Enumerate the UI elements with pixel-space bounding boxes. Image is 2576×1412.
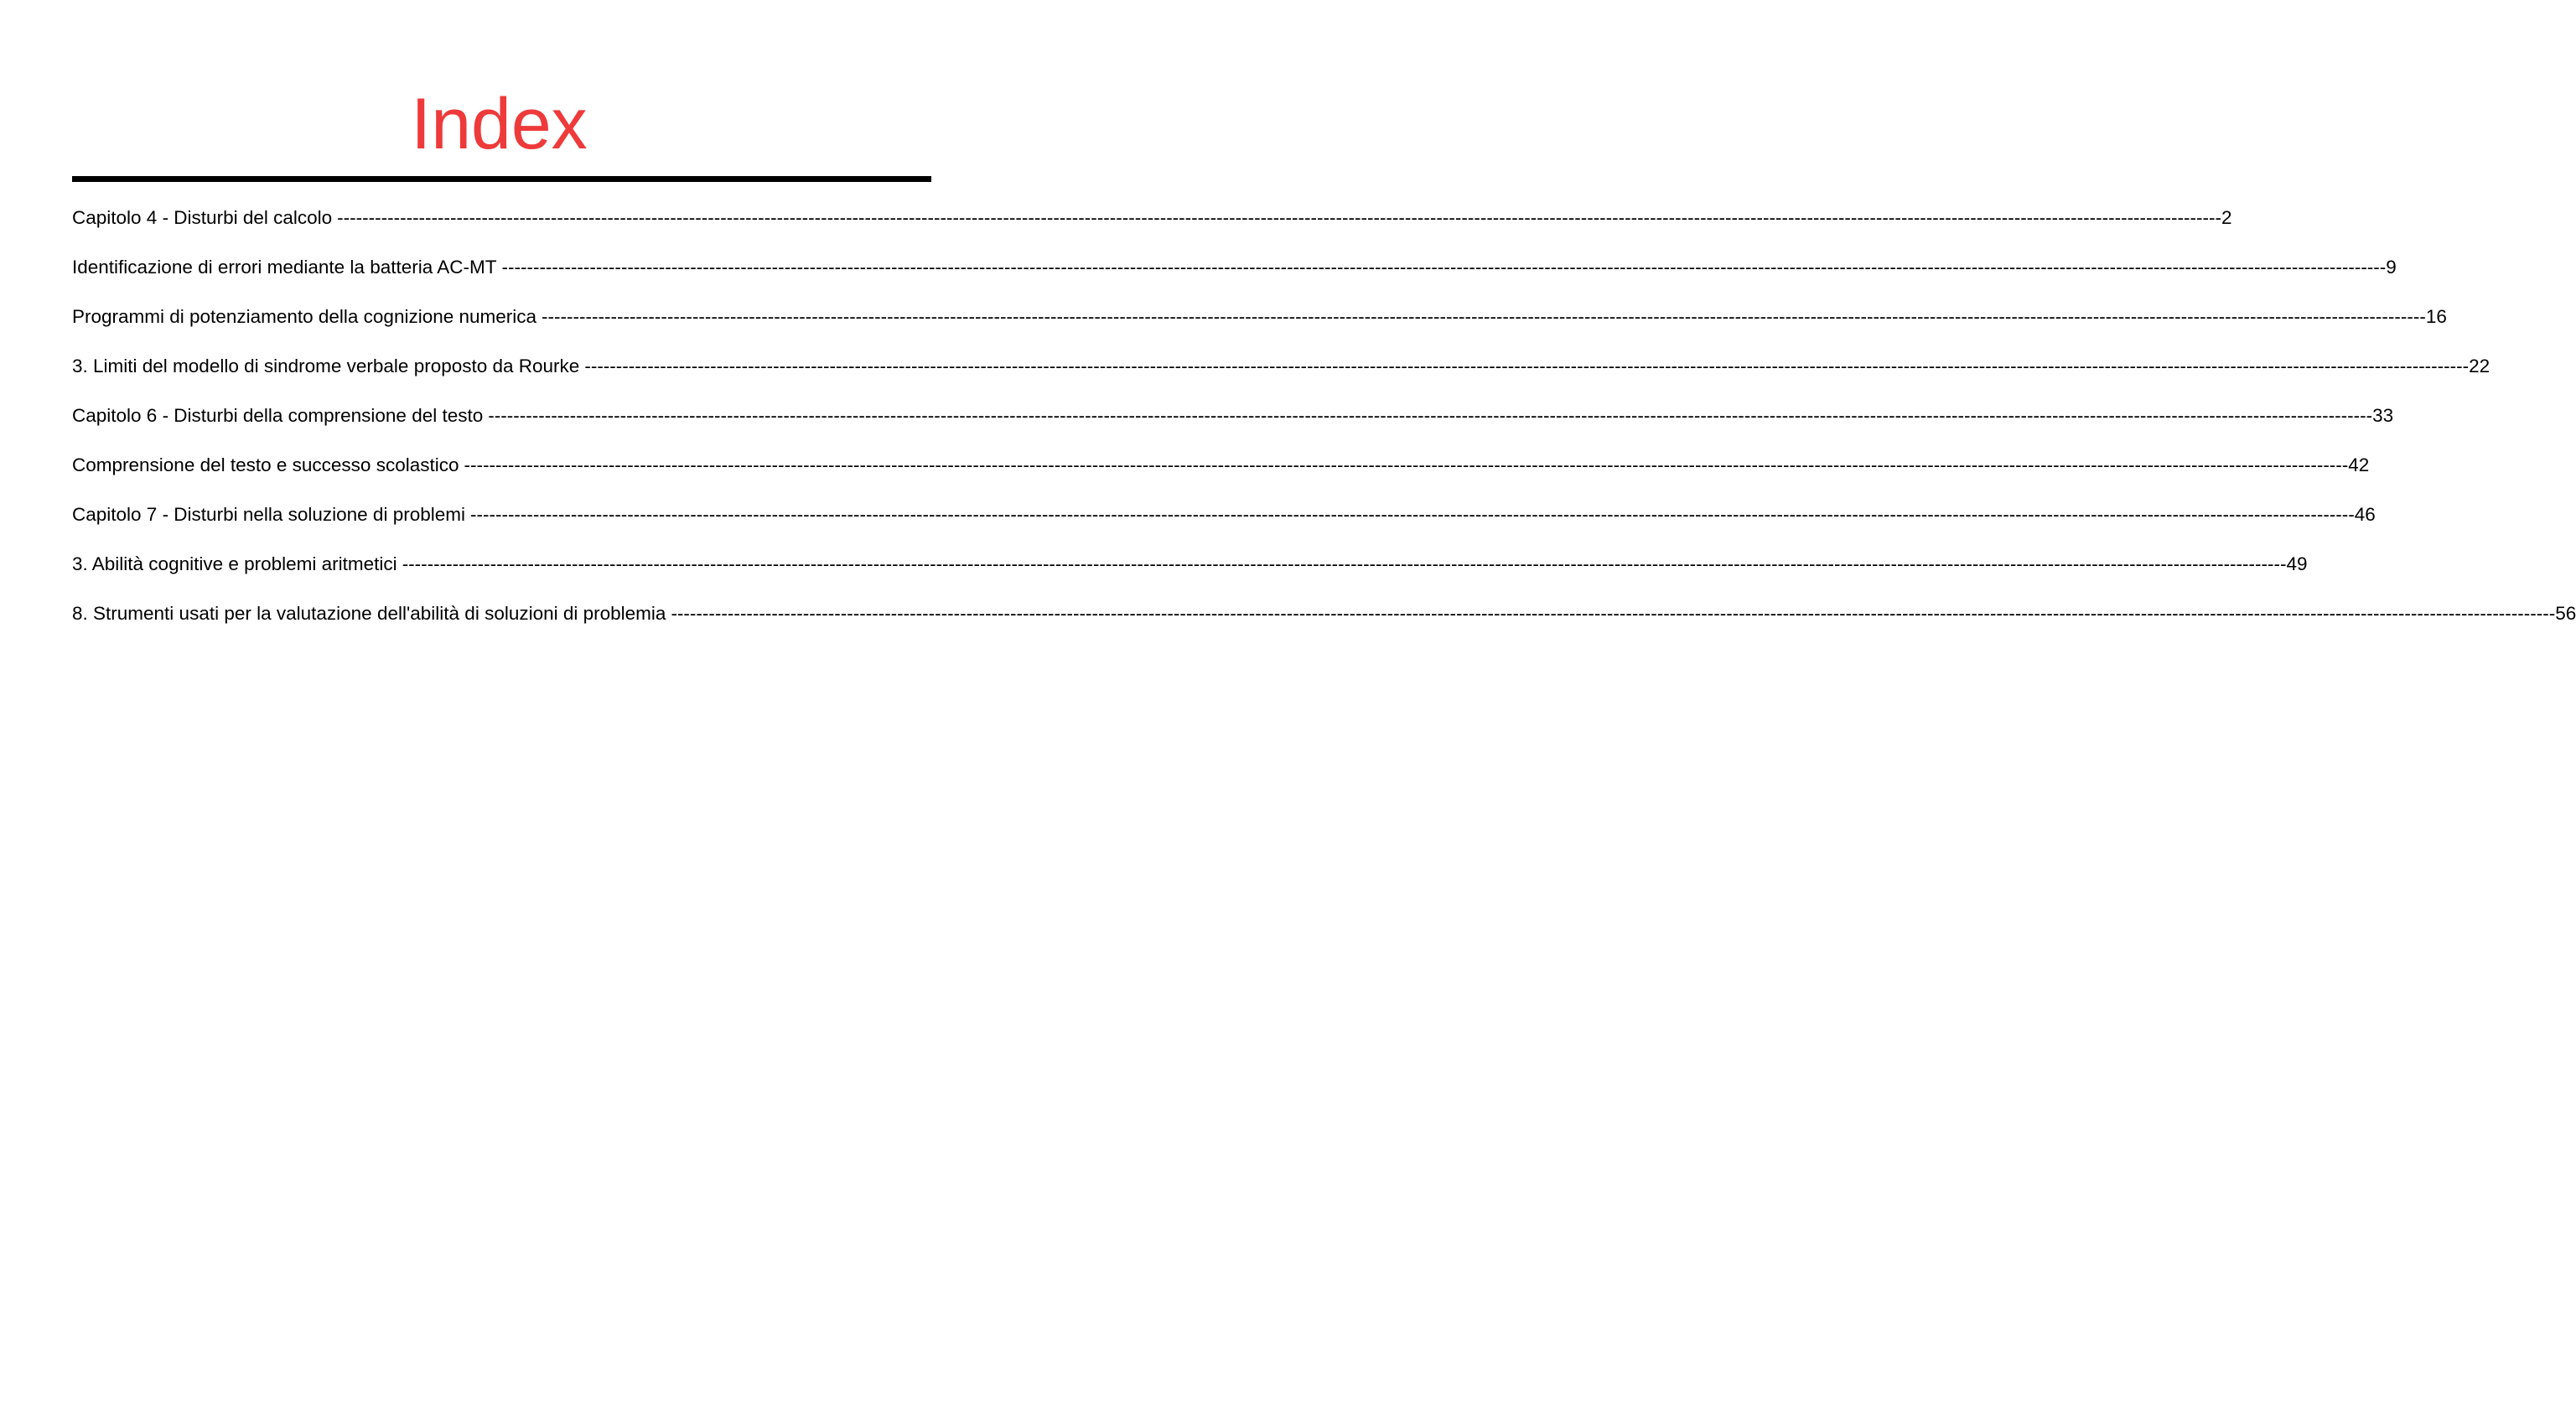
toc-entry-title: Identificazione di errori mediante la batteria AC-MT	[72, 257, 497, 278]
toc-page-number: 42	[2348, 454, 2370, 475]
toc-entry-title: 3. Limiti del modello di sindrome verbale proposto da Rourke	[72, 356, 580, 376]
toc-entry-title: Capitolo 4 - Disturbi del calcolo	[72, 207, 333, 228]
toc-page-number: 22	[2469, 356, 2490, 376]
toc-page-number: 49	[2286, 553, 2308, 574]
toc-entry-title: 8. Strumenti usati per la valutazione dell'abilità di soluzioni di problemia	[72, 603, 666, 624]
page-title: Index	[411, 84, 588, 164]
toc-entry[interactable]	[72, 548, 2308, 597]
toc-dot-leader: ------------------------------------------------------------------------------------------------------------------------------------------------------------------------------------------------------------------------------------------------------------------------------------------------------------	[464, 454, 2349, 475]
toc-dot-leader: ------------------------------------------------------------------------------------------------------------------------------------------------------------------------------------------------------------------------------------------------------------------------------------------------------------	[501, 257, 2387, 278]
toc-entry-title: Programmi di potenziamento della cognizione numerica	[72, 306, 537, 327]
toc-page-number: 9	[2386, 257, 2397, 278]
toc-entry[interactable]	[72, 498, 2376, 548]
toc-entry[interactable]	[72, 251, 2397, 300]
toc-dot-leader: ------------------------------------------------------------------------------------------------------------------------------------------------------------------------------------------------------------------------------------------------------------------------------------------------------------	[337, 207, 2221, 228]
toc-dot-leader: ------------------------------------------------------------------------------------------------------------------------------------------------------------------------------------------------------------------------------------------------------------------------------------------------------------	[671, 603, 2556, 624]
toc-dot-leader: ------------------------------------------------------------------------------------------------------------------------------------------------------------------------------------------------------------------------------------------------------------------------------------------------------------	[488, 405, 2373, 426]
toc-dot-leader: ------------------------------------------------------------------------------------------------------------------------------------------------------------------------------------------------------------------------------------------------------------------------------------------------------------	[402, 553, 2287, 574]
toc-dot-leader: ------------------------------------------------------------------------------------------------------------------------------------------------------------------------------------------------------------------------------------------------------------------------------------------------------------	[584, 356, 2470, 376]
toc-page-number: 33	[2372, 405, 2394, 426]
toc-entry-title: 3. Abilità cognitive e problemi aritmetici	[72, 553, 397, 574]
toc-entry-title: Capitolo 7 - Disturbi nella soluzione di problemi	[72, 504, 465, 525]
toc-entry[interactable]	[72, 597, 2576, 646]
toc-page-number: 16	[2425, 306, 2447, 327]
toc-entry-title: Capitolo 6 - Disturbi della comprensione del testo	[72, 405, 484, 426]
toc-entry[interactable]	[72, 399, 2394, 449]
toc-page-number: 2	[2221, 207, 2232, 228]
toc-dot-leader: ------------------------------------------------------------------------------------------------------------------------------------------------------------------------------------------------------------------------------------------------------------------------------------------------------------	[469, 504, 2355, 525]
toc-entry[interactable]	[72, 300, 2447, 350]
toc-entry[interactable]	[72, 350, 2490, 399]
toc-page-number: 46	[2354, 504, 2376, 525]
toc-entry[interactable]	[72, 449, 2370, 498]
toc-entry-title: Comprensione del testo e successo scolastico	[72, 454, 459, 475]
title-divider	[72, 176, 931, 182]
toc-dot-leader: ------------------------------------------------------------------------------------------------------------------------------------------------------------------------------------------------------------------------------------------------------------------------------------------------------------	[542, 306, 2426, 327]
toc-page-number: 56	[2555, 603, 2576, 624]
toc-entry[interactable]	[72, 201, 2232, 251]
table-of-contents	[72, 201, 2576, 646]
